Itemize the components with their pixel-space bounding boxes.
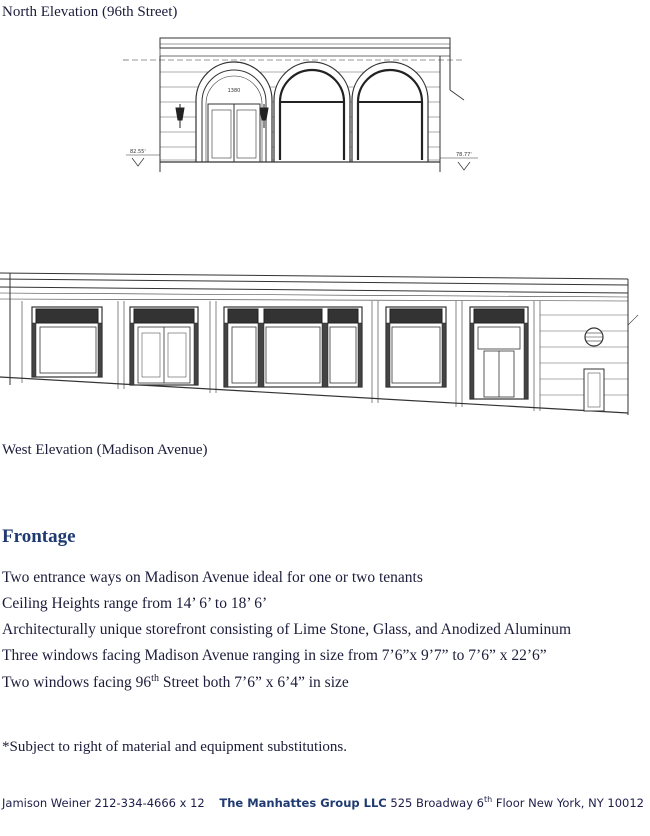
north-elev-left: 82.55' — [130, 149, 146, 155]
north-door-label: 1380 — [227, 88, 241, 94]
line5-post: Street both 7’6” x 6’4” in size — [158, 674, 349, 692]
frontage-line-96th-windows — [2, 673, 349, 692]
footer — [2, 795, 644, 810]
line5-sup: th — [151, 673, 159, 684]
footer-address-sup: th — [483, 795, 493, 804]
north-elev-right: 78.77' — [456, 152, 472, 158]
frontage-line-ceiling: Ceiling Heights range from 14’ 6’ to 18’ 6’ — [2, 595, 268, 612]
north-elevation-drawing — [118, 32, 488, 177]
west-elevation-drawing — [0, 265, 640, 425]
footer-address-post: Floor New York, NY 10012 — [492, 795, 644, 810]
west-elevation-title: West Elevation (Madison Avenue) — [2, 442, 208, 458]
footer-address-pre: 525 Broadway 6 — [386, 795, 484, 810]
frontage-line-storefront: Architecturally unique storefront consisting of Lime Stone, Glass, and Anodized Aluminum — [2, 621, 572, 638]
substitution-note: *Subject to right of material and equipment substitutions. — [2, 739, 347, 755]
frontage-heading: Frontage — [2, 526, 76, 547]
frontage-line-entrances: Two entrance ways on Madison Avenue ideal for one or two tenants — [2, 569, 423, 586]
frontage-line-madison-windows: Three windows facing Madison Avenue ranging in size from 7’6”x 9’7” to 7’6” x 22’6” — [2, 647, 547, 664]
line5-pre: Two windows facing 96 — [2, 674, 152, 692]
footer-contact: Jamison Weiner 212-334-4666 x 12 — [2, 795, 205, 810]
footer-company: The Manhattes Group LLC — [219, 795, 387, 810]
north-elevation-title: North Elevation (96th Street) — [2, 4, 178, 20]
